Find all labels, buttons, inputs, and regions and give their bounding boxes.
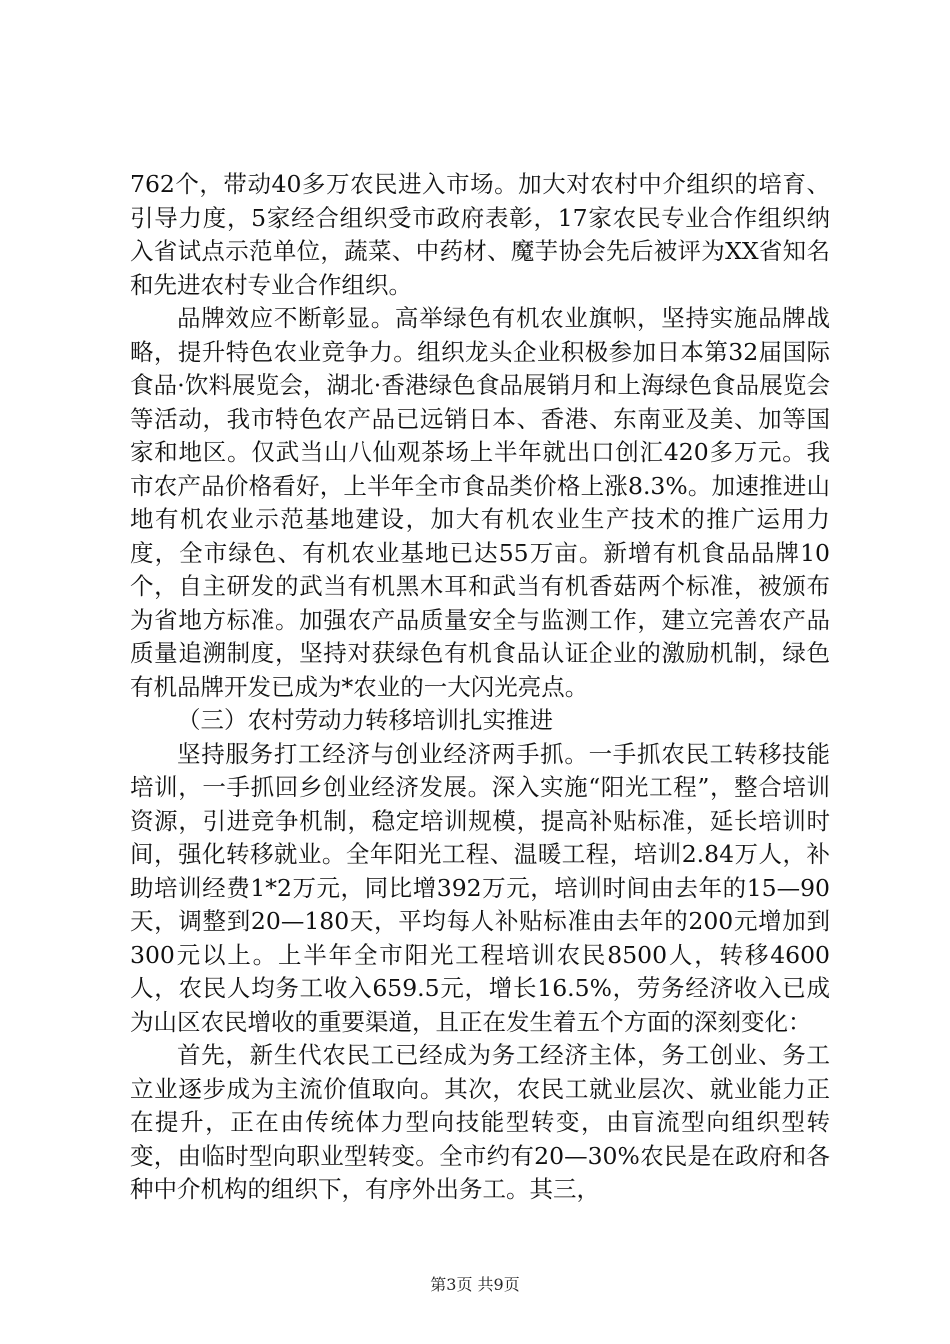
paragraph-changes: 首先，新生代农民工已经成为务工经济主体，务工创业、务工立业逐步成为主流价值取向。其次，农民工就业层次、就业能力正在提升，正在由传统体力型向技能型转变，由盲流型向组织型转变，由临时型向职业型转变。全市约有20—30%农民是在政府和各种中介机构的组织下，有序外出务工。其三， bbox=[130, 1041, 830, 1203]
page-footer: 第3页 共9页 bbox=[430, 1275, 520, 1294]
document-body bbox=[130, 168, 830, 1207]
section-heading-labor-training: （三）农村劳动力转移培训扎实推进 bbox=[177, 706, 553, 734]
paragraph-continuation: 762个，带动40多万农民进入市场。加大对农村中介组织的培育、引导力度，5家经合组织受市政府表彰，17家农民专业合作组织纳入省试点示范单位，蔬菜、中药材、魔芋协会先后被评为XX省知名和先进农村专业合作组织。 bbox=[130, 170, 830, 299]
paragraph-labor-training: 坚持服务打工经济与创业经济两手抓。一手抓农民工转移技能培训，一手抓回乡创业经济发展。深入实施“阳光工程”，整合培训资源，引进竞争机制，稳定培训规模，提高补贴标准，延长培训时间，强化转移就业。全年阳光工程、温暖工程，培训2.84万人，补助培训经费1*2万元，同比增392万元，培训时间由去年的15—90天，调整到20—180天，平均每人补贴标准由去年的200元增加到300元以上。上半年全市阳光工程培训农民8500人，转移4600人，农民人均务工收入659.5元，增长16.5%，劳务经济收入已成为山区农民增收的重要渠道，且正在发生着五个方面的深刻变化： bbox=[130, 739, 830, 1036]
paragraph-brand-effect: 品牌效应不断彰显。高举绿色有机农业旗帜，坚持实施品牌战略，提升特色农业竞争力。组织龙头企业积极参加日本第32届国际食品·饮料展览会，湖北·香港绿色食品展销月和上海绿色食品展览会等活动，我市特色农产品已远销日本、香港、东南亚及美、加等国家和地区。仅武当山八仙观茶场上半年就出口创汇420多万元。我市农产品价格看好，上半年全市食品类价格上涨8.3%。加速推进山地有机农业示范基地建设，加大有机农业生产技术的推广运用力度，全市绿色、有机农业基地已达55万亩。新增有机食品品牌10个，自主研发的武当有机黑木耳和武当有机香菇两个标准，被颁布为省地方标准。加强农产品质量安全与监测工作，建立完善农产品质量追溯制度，坚持对获绿色有机食品认证企业的激励机制，绿色有机品牌开发已成为*农业的一大闪光亮点。 bbox=[130, 304, 830, 701]
